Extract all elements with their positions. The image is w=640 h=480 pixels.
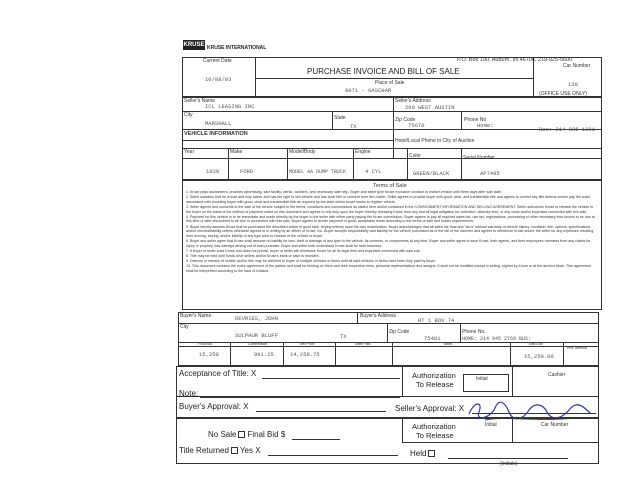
- terms-item: 1. Kruse pays auctioneers, provides advertising, sale facility, clerks, cashiers, and necessary sale help. Buyer and seller give Kruse exclusive contract to market vehicle until three days after sale date.: [186, 190, 503, 194]
- seller-city-label: City: [184, 112, 193, 118]
- current-date-label: Current Date: [203, 58, 232, 64]
- buyer-name-label: Buyer's Name: [180, 313, 212, 319]
- terms-item: 6. Buyer and seller agree that Kruse shall assume no liability for loss, theft or damage of any type to the vehicle, its contents, or components at any time. Buyer and seller agree to save Kruse, their agents, and their employees harmless from any claims for injury or property loss damage arising out of said purchase. Buyer and seller both understand Kruse shall be held harmless.: [186, 238, 591, 248]
- final-bid-line[interactable]: [292, 439, 340, 440]
- pmt-method-label: Pmt. Method: [567, 346, 587, 350]
- cashier-label: Cashier: [548, 372, 566, 378]
- buyer-city-label: City: [180, 324, 189, 330]
- vehicle-year: 1929: [206, 168, 220, 175]
- vehicle-color: GREEN/BLACK: [413, 170, 450, 177]
- total-due-label: Total Due: [528, 342, 543, 346]
- authorization-label: Authorization: [412, 371, 456, 380]
- buyer-address-label: Buyer's Address: [360, 313, 396, 319]
- buyer-city: SULPHUR BLUFF: [235, 332, 278, 339]
- held-row: [410, 449, 437, 458]
- seller-city: MARSHALL: [205, 120, 232, 127]
- hotel-phone-label: Hotel/Local Phone in City of Auction: [395, 138, 475, 144]
- terms-item: 4. Payment for this vehicle is to be immediate and made directly by the buyer to the seller with either party paying the Kruse commission. Buyer agrees to pay all required sales tax, use tax, registrations, processing of other necessary fees known to be due at this time or later discovered to be due in connection with this sale. Buyer agrees to tender payment in good, acceptable funds according to the terms of sale and bidder requirements.: [186, 214, 595, 224]
- terms-item: 8. Title may be held until funds clear sellers and/or Kruse's bank or cash is received.: [186, 253, 320, 258]
- car-number-label: Car Number: [563, 63, 591, 69]
- no-sale-row: [208, 430, 285, 439]
- initial-box-label: Initial: [476, 376, 488, 382]
- title-returned-label: Title Returned: [179, 446, 229, 455]
- vehicle-engine: 4 CYL: [365, 168, 382, 175]
- vehicle-model-label: Model/Body: [289, 149, 316, 155]
- commission-label: Commission: [248, 342, 268, 346]
- taxes-label: Taxes: [443, 342, 453, 346]
- buyer-zip-label: Zip Code: [389, 329, 410, 335]
- terms-item: 10. This document contains the entire agreement of the parties and shall be binding on them and their respective heirs, personal representatives and assigns. It shall not be modified except in writing, signed by Kruse or at the auction block. This agreement shall be interpreted according to the laws of Indiana.: [186, 264, 591, 273]
- seller-zip: 75670: [408, 122, 425, 129]
- buyer-name: DEVRIES, JOHN: [235, 315, 278, 322]
- to-release-label-2: To Release: [416, 431, 454, 440]
- seller-phone-bus: Bus: 214-935-1291: [539, 126, 596, 133]
- vehicle-year-label: Year: [184, 149, 195, 155]
- place-of-sale: 9071 - GASCHAR: [345, 87, 392, 94]
- buyer-approval-line[interactable]: [256, 411, 386, 412]
- current-date: 10/08/93: [205, 76, 232, 83]
- seller-name: ICL LEASING INC: [205, 103, 255, 110]
- initials-label: (Initials): [500, 461, 518, 467]
- final-bid-label: Final Bid: [198, 342, 212, 346]
- terms-item: 3. Seller agrees and consents to the sale of his vehicle subject to the terms, conditions and commissions as stated here and/or contained in the CONSIGNMENT INFORMATION AND SELLING AGREEMENT. Seller authorizes Kruse to release the vehicle to the buyer on the basis of the method of payment noted on this document and agrees to rely only upon the buyer thereby releasing Kruse from any and all legal obligation for collection, attorney fees, or any costs and/or expenses connected with this sale.: [186, 204, 594, 214]
- net-price: 14,258.75: [290, 351, 320, 358]
- office-use-label: (OFFICE USE ONLY): [539, 91, 587, 97]
- final-bid-dollar-label: Final Bid $: [247, 430, 286, 439]
- vehicle-make-label: Make: [230, 149, 243, 155]
- vehicle-serial: AP7495: [480, 170, 500, 177]
- terms-item: 9. Delivery or release of vehicle and/or title may be withheld to buyer of multiple vehicles or items until all said vehicles or items have been fully paid by buyer.: [186, 259, 437, 264]
- buyer-zip: 75481: [424, 335, 441, 342]
- acceptance-signature-line[interactable]: [262, 378, 400, 379]
- seller-address-label: Seller's Address: [395, 98, 431, 104]
- terms-item: 2. Seller warrants that he is sole and only owner and has the right to sell vehicle and has clear title or consent from lien holder. Seller agrees to provide buyer with good, clear, and transferable title and agrees to correct any title defects and/or pay the costs associated with providing buyer with good, clear and transferable title as required by the state where buyer seeks to register vehicle.: [186, 195, 591, 204]
- seller-zip-label: Zip Code: [395, 117, 416, 123]
- authorization-label-2: Authorization: [412, 422, 456, 431]
- seller-address: 200 WEST AUSTIN: [405, 104, 455, 111]
- note-label: Note:: [179, 389, 199, 398]
- total-due: 15,250.00: [524, 353, 554, 360]
- car-number: 130: [568, 81, 578, 88]
- acceptance-of-title: Acceptance of Title: X: [179, 369, 257, 378]
- seller-state: TX: [350, 123, 357, 130]
- vehicle-box: [182, 148, 602, 180]
- title-returned-line[interactable]: [268, 455, 398, 456]
- logo-word: KRUSE: [183, 42, 205, 48]
- company-name: KRUSE INTERNATIONAL: [207, 45, 267, 51]
- vehicle-make: FORD: [240, 168, 254, 175]
- buyer-approval: Buyer's Approval: X: [179, 402, 249, 411]
- no-sale-checkbox[interactable]: [238, 431, 245, 438]
- commission: 991.25: [254, 351, 274, 358]
- vehicle-engine-label: Engine: [355, 149, 371, 155]
- car-number-label-2: Car Number: [541, 422, 569, 428]
- document-title: PURCHASE INVOICE AND BILL OF SALE: [307, 67, 460, 76]
- seller-name-label: Seller's Name: [184, 98, 215, 104]
- yes-label: Yes X: [239, 446, 261, 455]
- seller-approval: Seller's Approval: X: [395, 404, 465, 413]
- final-bid: 15,250: [199, 351, 219, 358]
- vehicle-color-label: Color: [409, 153, 421, 159]
- title-returned-yes-checkbox[interactable]: [231, 447, 238, 454]
- logo-mark: [183, 40, 205, 50]
- date-paid-label: Date Paid: [355, 342, 371, 346]
- held-checkbox[interactable]: [428, 450, 435, 457]
- seller-phone-label: Phone No: [464, 117, 487, 123]
- buyer-phone-label: Phone No.: [462, 329, 486, 335]
- net-price-label: Net Price: [300, 342, 315, 346]
- title-returned-row: [179, 446, 261, 455]
- company-address: P.O. Box 190, Auburn, IN 46706, 219-925-5600: [457, 57, 573, 63]
- vehicle-section-label: VEHICLE INFORMATION: [184, 131, 248, 137]
- seller-phone-home: Home:: [477, 122, 494, 129]
- held-label: Held: [410, 449, 427, 458]
- seller-state-label: State: [334, 115, 346, 121]
- terms-list: [186, 190, 598, 308]
- vehicle-model: MODEL AA DUMP TRUCK: [289, 169, 347, 175]
- buyer-state: TX: [340, 333, 347, 340]
- to-release-label: To Release: [416, 380, 454, 389]
- buyer-phone: HOME: 214 945 2769 BUS:: [462, 336, 532, 342]
- initial-label-2: Initial: [485, 422, 497, 428]
- terms-item: 5. Buyer hereby assures Kruse that he purchased the described article in good faith, relying entirely upon his own examination. Buyer acknowledges that all sales are final and "as is" without warranty of vehicle history, condition, title, options, specifications, and/or merchantability unless otherwise agreed to in writing by an officer of Kruse, Inc. Buyer accepts responsibility and liability for the vehicle purchased as of the fall of the hammer and agrees to reimburse Kruse and/or the seller for any expenses resulting from moving, storing, and/or liability of any type prior to release of the vehicle to buyer.: [186, 224, 594, 238]
- terms-item: 7. If buyer or seller sues Kruse and does not prevail, buyer or seller will reimburse Kruse for all its legal fees and expenses connected with said suit.: [186, 248, 421, 253]
- terms-title: Terms of Sale: [373, 183, 407, 189]
- company-logo: [183, 40, 267, 54]
- place-of-sale-label: Place of Sale: [375, 80, 405, 86]
- no-sale-label: No Sale: [208, 430, 237, 439]
- held-line[interactable]: [448, 458, 568, 459]
- buyer-address: RT 1 BOX 74: [418, 317, 455, 324]
- vehicle-serial-label: Serial Number: [463, 155, 495, 161]
- note-line[interactable]: [200, 397, 400, 398]
